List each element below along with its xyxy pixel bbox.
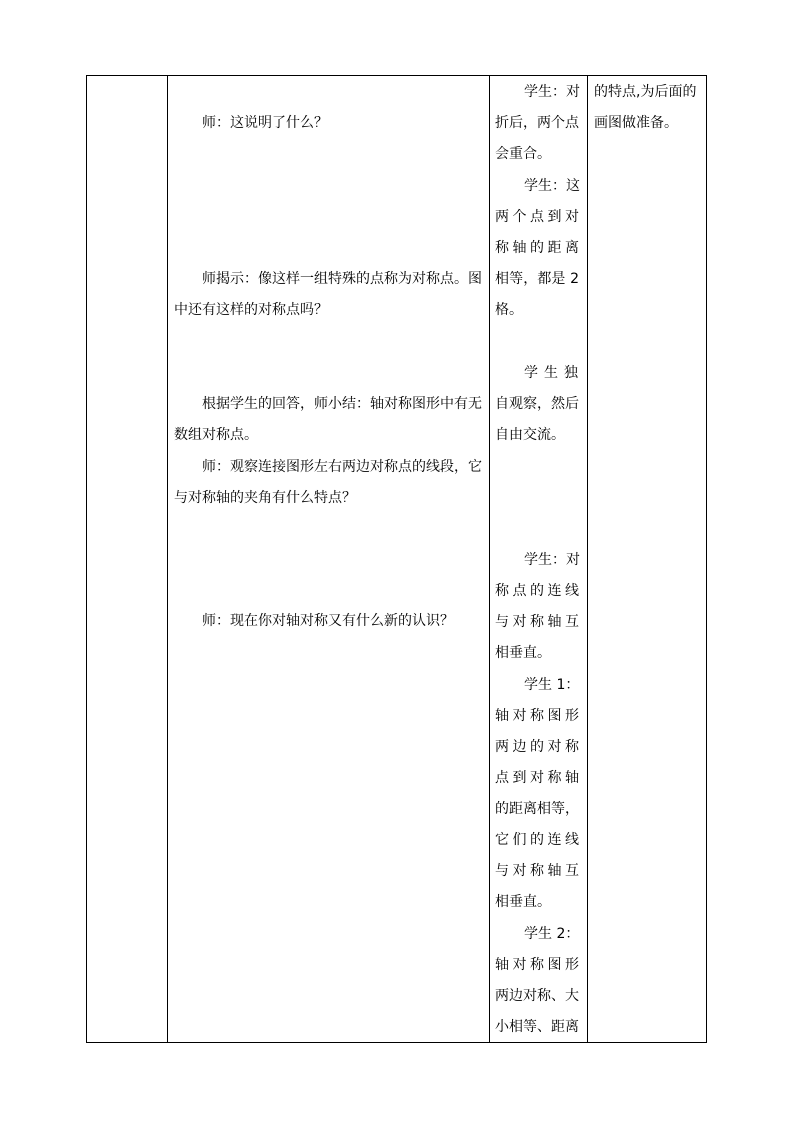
student-line: 轴对称图形: [495, 957, 579, 973]
student-line: 小相等、距离: [495, 1019, 579, 1035]
column-divider-1: [167, 75, 168, 1043]
intent-line1: 的特点,为后面的: [594, 84, 697, 100]
teacher-reveal-line2: 中还有这样的对称点吗？: [174, 302, 328, 318]
student-line: 折后，两个点: [495, 115, 579, 131]
student-line: 相垂直。: [495, 645, 551, 661]
student-line: 学生：对: [524, 84, 580, 100]
teacher-summary-line2: 数组对称点。: [174, 427, 258, 443]
student-line: 两个点到对: [495, 209, 579, 225]
teacher-observe-line2: 与对称轴的夹角有什么特点？: [174, 490, 356, 506]
student-line: 学生 1：: [524, 677, 580, 693]
teacher-question-meaning: 师：这说明了什么？: [202, 115, 328, 131]
student-line: 它们的连线: [495, 832, 579, 848]
student-line: 自由交流。: [495, 427, 565, 443]
teacher-summary-line1: 根据学生的回答，师小结：轴对称图形中有无: [202, 396, 482, 412]
intent-line2: 画图做准备。: [594, 115, 678, 131]
student-line: 相等，都是 2: [495, 271, 579, 287]
lesson-table: [86, 75, 707, 1043]
student-line: 会重合。: [495, 146, 551, 162]
column-divider-3: [587, 75, 588, 1043]
teacher-observe-line1: 师：观察连接图形左右两边对称点的线段，它: [202, 459, 482, 475]
student-line: 称点的连线: [495, 583, 579, 599]
student-line: 两边的对称: [495, 739, 579, 755]
student-line: 轴对称图形: [495, 708, 579, 724]
student-line: 自观察，然后: [495, 396, 579, 412]
student-line: 与对称轴互: [495, 614, 579, 630]
student-line: 格。: [495, 302, 523, 318]
student-line: 学生：对: [524, 552, 580, 568]
teacher-new-understanding-question: 师：现在你对轴对称又有什么新的认识？: [202, 613, 454, 629]
student-line: 两边对称、大: [495, 988, 579, 1004]
student-line: 相垂直。: [495, 894, 551, 910]
student-line: 学生 2：: [524, 926, 580, 942]
teacher-reveal-line1: 师揭示：像这样一组特殊的点称为对称点。图: [202, 271, 482, 287]
student-line: 学生：这: [524, 178, 580, 194]
column-divider-2: [489, 75, 490, 1043]
student-line: 与对称轴互: [495, 863, 579, 879]
student-line: 点到对称轴: [495, 770, 579, 786]
student-line: 的距离相等，: [495, 801, 579, 817]
student-line: 学生独: [524, 365, 578, 381]
student-line: 称轴的距离: [495, 240, 579, 256]
